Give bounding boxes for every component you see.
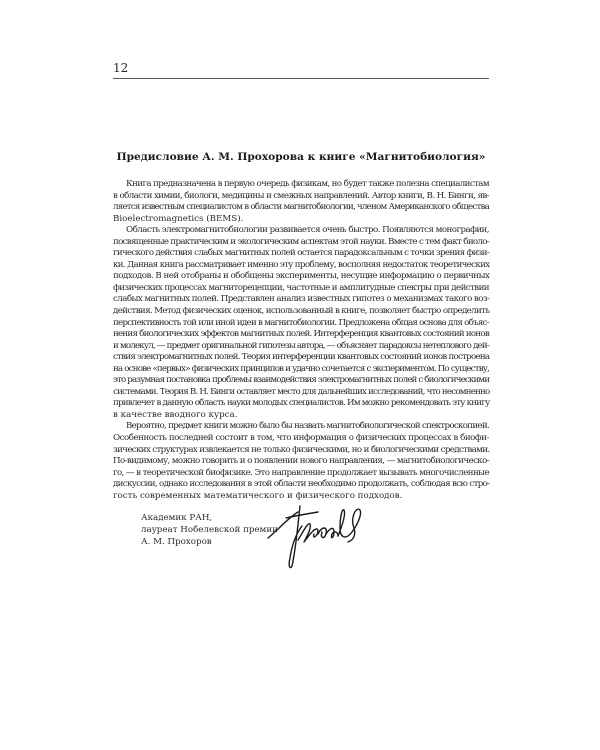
text-line: ки. Данная книга рассматривает именно эту проблему, восполняя недостаток теоретических (113, 259, 490, 270)
text-line: дискуссии, однако исследования в этой области необходимо продолжать, соблюдая всю стро- (113, 479, 490, 490)
page-number: 12 (113, 61, 129, 75)
text-line: это разумная постановка проблемы взаимодействия электромагнитных полей с биологическими (113, 375, 490, 386)
text-line: физических процессах магниторецепции, частотные и амплитудные спектры при действии (113, 282, 489, 293)
text-line: в качестве вводного курса. (113, 409, 238, 420)
text-line: гость современных математического и физического подходов. (113, 490, 403, 501)
signer-title: Академик РАН, (141, 513, 213, 523)
page-title: Предисловие А. М. Прохорова к книге «Магнитобиология» (116, 151, 486, 163)
text-line: По-видимому, можно говорить и о появлении нового направления, — магнитобиологическо- (113, 456, 489, 467)
text-line: нения биологических эффектов магнитных полей. Интерференция квантовых состояний ионов (113, 329, 489, 340)
text-line: Вероятно, предмет книги можно было бы назвать магнитобиологической спектроскопией. (126, 421, 490, 432)
signature-caption (141, 512, 278, 548)
text-line: ствия электромагнитных полей. Теория интерференции квантовых состояний ионов построена (113, 352, 490, 363)
text-line: ляется известным специалистом в области магнитобиологии, членом Американского общества (113, 202, 490, 213)
text-line: и молекул, — предмет оригинальной гипотезы автора, — объясняет парадоксы нетеплового дей- (113, 340, 489, 351)
text-line: посвященные практическим и экологическим аспектам этой науки. Вместе с тем факт биоло- (113, 236, 489, 247)
text-line: Bioelectromagnetics (BEMS). (113, 213, 244, 224)
text-line: зических структурах извлекается не только физическими, но и биологическими средствами. (113, 444, 490, 455)
text-line: привлечет в данную область науки молодых специалистов. Им можно рекомендовать эту книгу (113, 398, 490, 409)
text-line: го, — в теоретической биофизике. Это направление продолжает вызывать многочисленные (113, 467, 489, 478)
text-line: Область электромагнитобиологии развивается очень быстро. Появляются монографии, (126, 225, 489, 236)
text-line: действия. Метод физических оценок, использованный в книге, позволяет быстро определить (113, 306, 490, 317)
text-line: на основе «первых» физических принципов и удачно сочетается с экспериментом. По существу, (113, 363, 489, 374)
text-line: в области химии, биологи, медицины и смежных направлений. Автор книги, В. Н. Бинги, яв- (113, 190, 489, 201)
signer-name: А. М. Прохоров (141, 537, 212, 547)
text-line: подходов. В ней отобраны и обобщены эксперименты, несущие информацию о первичных (113, 271, 490, 282)
text-line: Особенность последней состоит в том, что информация о физических процессах в биофи- (113, 433, 489, 444)
text-line: перспективность той или иной идеи в магнитобиологии. Предложена общая основа для объяс- (113, 317, 489, 328)
text-line: системами. Теория В. Н. Бинги оставляет место для дальнейших исследований, что несомненно (113, 386, 490, 397)
text-line: гического действия слабых магнитных полей остается парадоксальным с точки зрения физи- (113, 248, 490, 259)
text-line: слабых магнитных полей. Представлен анализ известных гипотез о механизмах такого воз- (113, 294, 490, 305)
header-rule (113, 78, 489, 79)
signer-award: лауреат Нобелевской премии (141, 525, 278, 535)
preface-body (113, 179, 489, 502)
text-line: Книга предназначена в первую очередь физикам, но будет также полезна специалистам (126, 179, 489, 189)
handwritten-signature (262, 504, 372, 572)
